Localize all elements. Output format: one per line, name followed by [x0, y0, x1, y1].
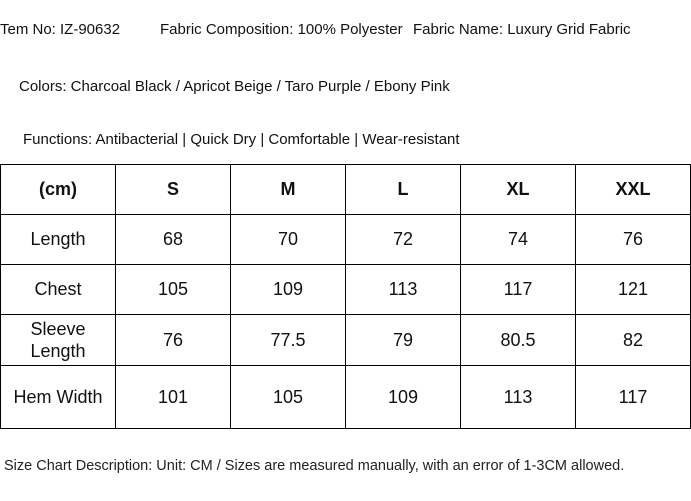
- column-header-unit: (cm): [1, 165, 116, 215]
- table-cell: 72: [346, 215, 461, 265]
- table-cell: 77.5: [231, 315, 346, 366]
- table-cell: 76: [576, 215, 691, 265]
- functions-line: Functions: Antibacterial | Quick Dry | Comfortable | Wear-resistant: [23, 131, 460, 148]
- table-cell: 105: [116, 265, 231, 315]
- table-cell: 105: [231, 366, 346, 429]
- row-label: Hem Width: [1, 366, 116, 429]
- item-number: Tem No: IZ-90632: [0, 21, 121, 38]
- table-cell: 68: [116, 215, 231, 265]
- table-cell: 76: [116, 315, 231, 366]
- table-header-row: [1, 165, 691, 215]
- table-cell: 113: [461, 366, 576, 429]
- row-label: Chest: [1, 265, 116, 315]
- table-cell: 101: [116, 366, 231, 429]
- column-header-xl: XL: [461, 165, 576, 215]
- fabric-composition: Fabric Composition: 100% Polyester: [160, 21, 403, 38]
- size-chart-table: [0, 164, 691, 429]
- colors-line: Colors: Charcoal Black / Apricot Beige / Taro Purple / Ebony Pink: [19, 78, 450, 95]
- column-header-m: M: [231, 165, 346, 215]
- table-cell: 117: [576, 366, 691, 429]
- row-label-line: Sleeve: [30, 319, 86, 339]
- row-label-line: Length: [30, 341, 86, 361]
- table-row-hem-width: [1, 366, 691, 429]
- row-label: Length: [1, 215, 116, 265]
- table-cell: 113: [346, 265, 461, 315]
- table-row-chest: [1, 265, 691, 315]
- table-cell: 82: [576, 315, 691, 366]
- table-cell: 121: [576, 265, 691, 315]
- table-cell: 80.5: [461, 315, 576, 366]
- column-header-xxl: XXL: [576, 165, 691, 215]
- table-row-length: [1, 215, 691, 265]
- table-cell: 109: [346, 366, 461, 429]
- table-cell: 117: [461, 265, 576, 315]
- table-cell: 79: [346, 315, 461, 366]
- column-header-l: L: [346, 165, 461, 215]
- table-cell: 109: [231, 265, 346, 315]
- column-header-s: S: [116, 165, 231, 215]
- fabric-name: Fabric Name: Luxury Grid Fabric: [413, 21, 631, 38]
- table-row-sleeve-length: [1, 315, 691, 366]
- size-chart-description: Size Chart Description: Unit: CM / Sizes are measured manually, with an error of 1-3CM allowed.: [4, 458, 625, 474]
- row-label: [1, 315, 116, 366]
- table-cell: 70: [231, 215, 346, 265]
- table-cell: 74: [461, 215, 576, 265]
